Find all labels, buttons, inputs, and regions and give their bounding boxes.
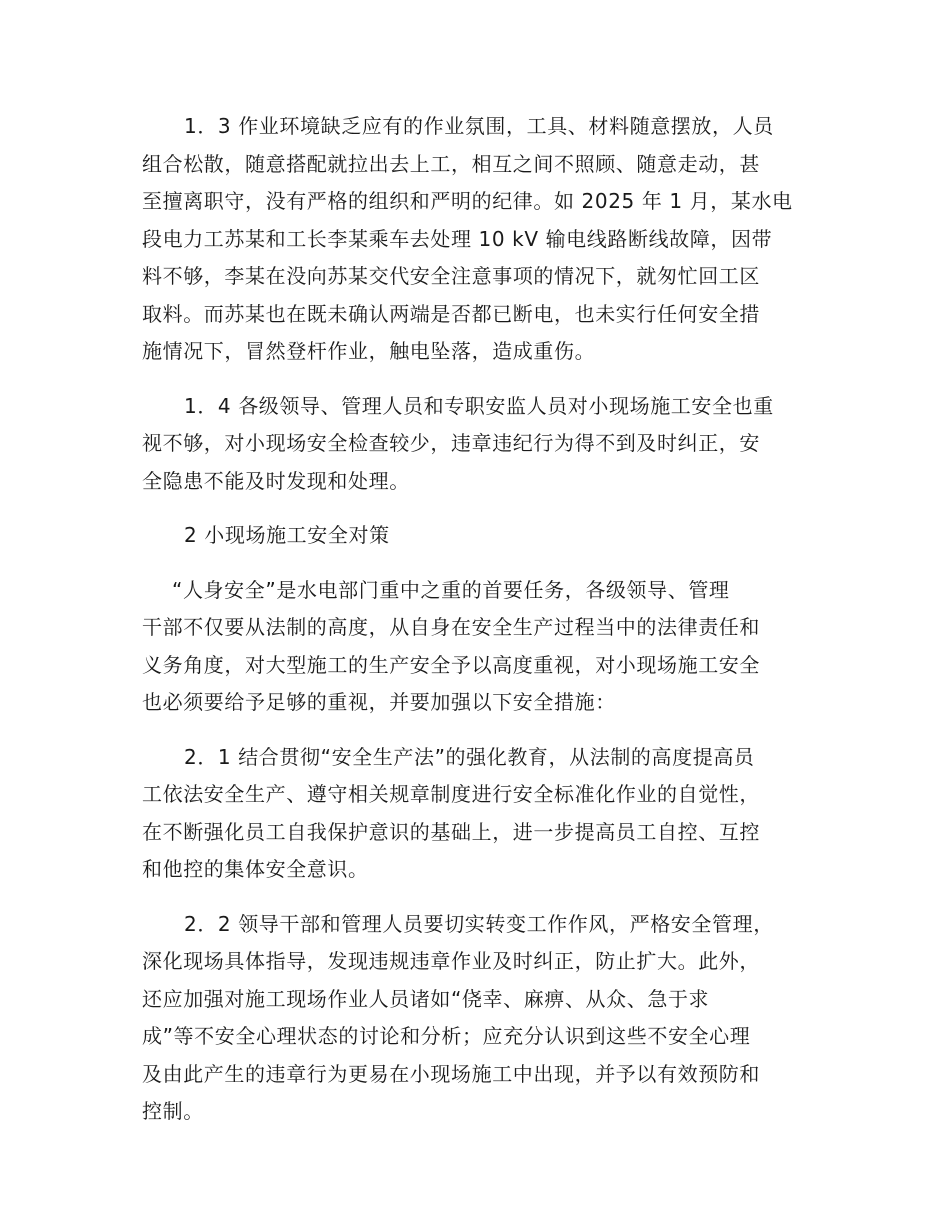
text-line: 1．4 各级领导、管理人员和专职安监人员对小现场施工安全也重 [184, 393, 774, 418]
text-line: 工依法安全生产、遵守相关规章制度进行安全标准化作业的自觉性， [142, 782, 760, 806]
text-line: “人身安全”是水电部门重中之重的首要任务，各级领导、管理 [172, 577, 730, 602]
text-line: 段电力工苏某和工长李某乘车去处理 10 kV 输电线路断线故障，因带 [142, 226, 773, 251]
text-line: 控制。 [142, 1099, 204, 1123]
text-line: 施情况下，冒然登杆作业，触电坠落，造成重伤。 [142, 339, 596, 363]
heading-text: 2 小现场施工安全对策 [184, 523, 390, 547]
paragraph-intro [142, 572, 810, 722]
text-line: 在不断强化员工自我保护意识的基础上，进一步提高员工自控、互控 [142, 819, 760, 844]
text-line: 至擅离职守，没有严格的组织和严明的纪律。如 2025 年 1 月，某水电 [142, 189, 793, 213]
text-line: 义务角度，对大型施工的生产安全予以高度重视，对小现场施工安全 [142, 652, 760, 677]
text-line: 也必须要给予足够的重视，并要加强以下安全措施： [142, 690, 616, 714]
text-line: 成”等不安全心理状态的讨论和分析；应充分认识到这些不安全心理 [142, 1024, 751, 1048]
text-line: 取料。而苏某也在既未确认两端是否都已断电，也未实行任何安全措 [142, 301, 760, 326]
text-line: 组合松散，随意搭配就拉出去上工，相互之间不照顾、随意走动，甚 [142, 151, 760, 176]
text-line: 全隐患不能及时发现和处理。 [142, 468, 410, 493]
text-line: 1．3 作业环境缺乏应有的作业氛围，工具、材料随意摆放，人员 [184, 114, 774, 138]
text-line: 2．2 领导干部和管理人员要切实转变工作作风，严格安全管理， [184, 911, 774, 936]
paragraph-2-2 [142, 906, 810, 1131]
text-line: 视不够，对小现场安全检查较少，违章违纪行为得不到及时纠正，安 [142, 431, 760, 455]
text-line: 及由此产生的违章行为更易在小现场施工中出现，并予以有效预防和 [142, 1061, 760, 1086]
text-line: 还应加强对施工现场作业人员诸如“侥幸、麻痹、从众、急于求 [142, 986, 710, 1011]
paragraph-2-1 [142, 739, 810, 889]
text-line: 深化现场具体指导，发现违规违章作业及时纠正，防止扩大。此外， [142, 949, 760, 973]
text-line: 料不够，李某在没向苏某交代安全注意事项的情况下，就匆忙回工区 [142, 264, 760, 288]
text-line: 和他控的集体安全意识。 [142, 857, 369, 881]
paragraph-1-4 [142, 388, 810, 501]
document-body [142, 108, 810, 1148]
text-line: 干部不仅要从法制的高度，从自身在安全生产过程当中的法律责任和 [142, 615, 760, 639]
paragraph-1-3 [142, 108, 810, 371]
section-heading-2 [142, 517, 810, 555]
text-line: 2．1 结合贯彻“安全生产法”的强化教育，从法制的高度提高员 [184, 744, 755, 769]
